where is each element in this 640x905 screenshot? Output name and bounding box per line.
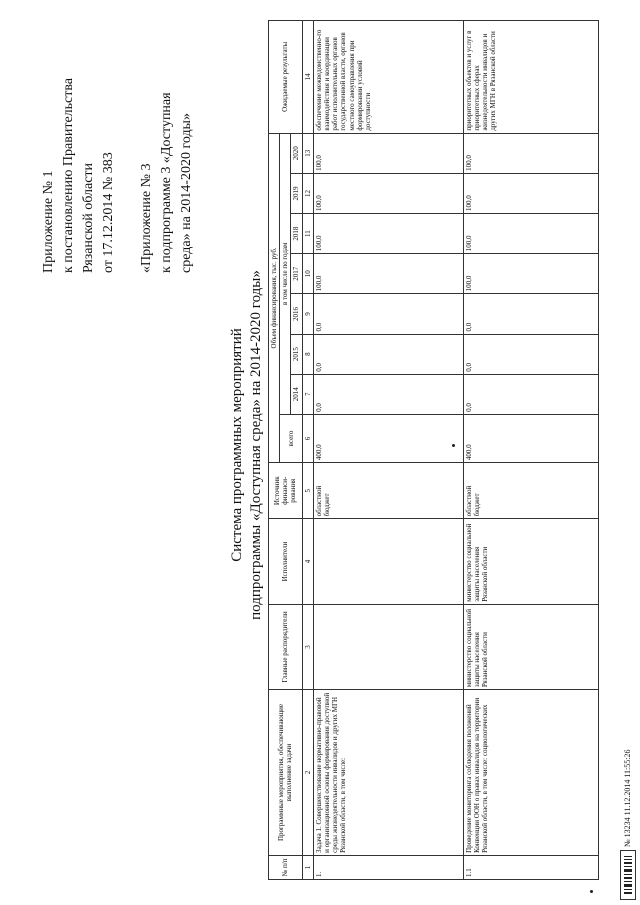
document-header <box>40 13 198 273</box>
row-total: 400,0 <box>463 414 598 462</box>
column-number: 7 <box>302 374 313 414</box>
header-source: Источник финанси-рования <box>269 463 303 519</box>
header-num: № п/п <box>269 855 303 879</box>
column-number: 8 <box>302 334 313 374</box>
registration-stamp: № 13234 11.12.2014 11:55:26 <box>623 749 632 847</box>
title-line: подпрограммы «Доступная среда» на 2014-2020 годы» <box>248 270 264 620</box>
row-2014: 0,0 <box>463 374 598 414</box>
column-number: 4 <box>302 519 313 604</box>
row-2018: 100,0 <box>313 214 463 254</box>
column-number: 3 <box>302 604 313 689</box>
barcode-icon <box>624 855 632 895</box>
header-line: Приложение № 1 <box>41 170 56 273</box>
row-total: 400,0 <box>313 414 463 462</box>
header-year: 2017 <box>291 254 302 294</box>
table-row <box>463 21 598 880</box>
header-year: 2018 <box>291 214 302 254</box>
row-2016: 0,0 <box>313 294 463 334</box>
header-line: от 17.12.2014 № 383 <box>101 152 116 273</box>
row-result: приоритетных объектов и услуг в приоритетных сферах жизнедеятельности инвалидов и других МГН в Рязанской области <box>463 21 598 134</box>
column-number: 1 <box>302 855 313 879</box>
header-line: к постановлению Правительства <box>61 77 76 273</box>
row-2015: 0,0 <box>313 334 463 374</box>
measures-table-wrapper <box>268 20 599 880</box>
header-results: Ожидаемые результаты <box>269 21 303 134</box>
row-2017: 100,0 <box>463 254 598 294</box>
column-number: 5 <box>302 463 313 519</box>
column-number: 13 <box>302 133 313 173</box>
header-total: всего <box>280 414 302 462</box>
row-2019: 100,0 <box>313 173 463 213</box>
row-measure: Задача 1. Совершенствование нормативно-правовой и организационной основы формирования доступной среды жизнедеятельности инвалидов и других МГН Рязанской области, в том числе: <box>313 690 463 856</box>
column-number: 12 <box>302 173 313 213</box>
row-2019: 100,0 <box>463 173 598 213</box>
row-result: обеспечение межведомственно-го взаимодействия и координации работ исполнительных органов государственной власти, органов местного самоуправления при формировании условий доступности <box>313 21 463 134</box>
table-header-row <box>269 21 280 880</box>
scan-speck <box>590 890 593 893</box>
column-number: 11 <box>302 214 313 254</box>
header-managers: Главные распорядители <box>269 604 303 689</box>
header-incl-years: в том числе по годам <box>280 133 291 414</box>
header-year: 2014 <box>291 374 302 414</box>
header-line: среда» на 2014-2020 годы» <box>179 113 194 273</box>
row-2017: 100,0 <box>313 254 463 294</box>
row-2014: 0,0 <box>313 374 463 414</box>
header-gap <box>120 13 136 273</box>
header-year: 2015 <box>291 334 302 374</box>
row-source: областной бюджет <box>313 463 463 519</box>
column-number-row <box>302 21 313 880</box>
header-line: Рязанской области <box>81 162 96 273</box>
column-number: 9 <box>302 294 313 334</box>
row-2015: 0,0 <box>463 334 598 374</box>
row-manager: министерство социальной защиты населения Рязанской области <box>463 604 598 689</box>
row-2020: 100,0 <box>463 133 598 173</box>
row-num: 1. <box>313 855 463 879</box>
column-number: 10 <box>302 254 313 294</box>
header-volume: Объем финансирования, тыс. руб. <box>269 133 280 462</box>
header-year: 2016 <box>291 294 302 334</box>
row-2018: 100,0 <box>463 214 598 254</box>
header-year: 2019 <box>291 173 302 213</box>
header-line: к подпрограмме 3 «Доступная <box>159 92 174 273</box>
document-title <box>228 215 266 675</box>
column-number: 6 <box>302 414 313 462</box>
table-row <box>313 21 463 880</box>
scan-speck <box>452 444 455 447</box>
column-number: 2 <box>302 690 313 856</box>
barcode-stamp <box>620 850 636 900</box>
title-line: Система программных мероприятий <box>229 328 245 562</box>
header-year: 2020 <box>291 133 302 173</box>
measures-table <box>268 20 599 880</box>
row-measure: Проведение мониторинга соблюдения положений Конвенции ООН о правах инвалидов на территории Рязанской области, в том числе: социологических <box>463 690 598 856</box>
row-executor <box>313 519 463 604</box>
column-number: 14 <box>302 21 313 134</box>
header-line: «Приложение № 3 <box>139 163 154 273</box>
row-source: областной бюджет <box>463 463 598 519</box>
row-executor: министерство социальной защиты населения Рязанской области <box>463 519 598 604</box>
row-num: 1.1 <box>463 855 598 879</box>
row-2020: 100,0 <box>313 133 463 173</box>
row-manager <box>313 604 463 689</box>
header-executors: Исполнители <box>269 519 303 604</box>
header-measures: Программные мероприятия, обеспечивающие выполнение задачи <box>269 690 303 856</box>
row-2016: 0,0 <box>463 294 598 334</box>
